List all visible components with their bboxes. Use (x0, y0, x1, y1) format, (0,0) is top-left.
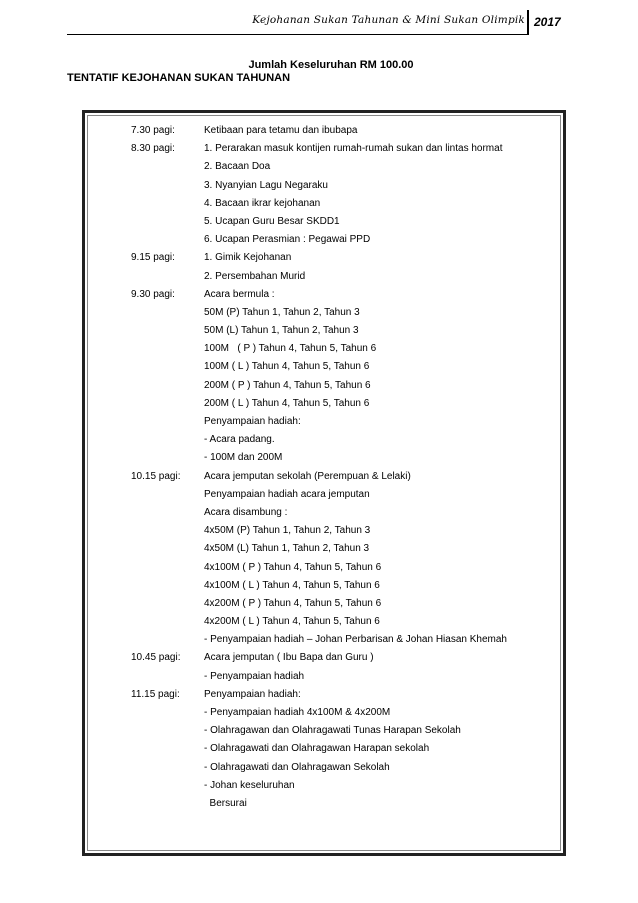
schedule-text: Penyampaian hadiah: (204, 416, 301, 427)
schedule-text: 4x200M ( P ) Tahun 4, Tahun 5, Tahun 6 (204, 597, 382, 609)
schedule-time (131, 740, 204, 758)
schedule-time (131, 377, 204, 395)
schedule-row (131, 486, 507, 504)
schedule-row (131, 577, 507, 595)
schedule-time (131, 231, 204, 249)
schedule-time (131, 486, 204, 504)
schedule-text: 100M ( P ) Tahun 4, Tahun 5, Tahun 6 (204, 343, 377, 355)
schedule-time (131, 322, 204, 340)
schedule-row (131, 195, 507, 213)
schedule-row (131, 231, 507, 249)
schedule-text: 100M ( L ) Tahun 4, Tahun 5, Tahun 6 (204, 361, 370, 373)
page-header (0, 6, 638, 34)
schedule-text: 4x50M (P) Tahun 1, Tahun 2, Tahun 3 (204, 525, 371, 537)
schedule-text: 200M ( P ) Tahun 4, Tahun 5, Tahun 6 (204, 379, 371, 391)
schedule-time (131, 540, 204, 558)
schedule-time (131, 613, 204, 631)
schedule-time: 9.15 pagi: (131, 252, 175, 264)
schedule-text: 1. Perarakan masuk kontijen rumah-rumah sukan dan lintas hormat (204, 143, 503, 155)
schedule-text: 50M (P) Tahun 1, Tahun 2, Tahun 3 (204, 306, 360, 318)
schedule-time: 10.15 pagi: (131, 470, 181, 482)
schedule-time: 11.15 pagi: (131, 688, 180, 700)
schedule-text: - Olahragawati dan Olahragawan Harapan sekolah (204, 743, 430, 755)
schedule-time (131, 668, 204, 686)
schedule-text: 4x100M ( P ) Tahun 4, Tahun 5, Tahun 6 (204, 561, 382, 573)
schedule-row (131, 268, 507, 286)
schedule-row (131, 286, 507, 304)
schedule-text: - 100M dan 200M (204, 452, 283, 464)
schedule-row (131, 468, 507, 486)
schedule-time (131, 722, 204, 740)
schedule-time: 9.30 pagi: (131, 288, 175, 300)
schedule-text: - Johan keseluruhan (204, 779, 295, 791)
schedule-row (131, 377, 507, 395)
schedule-time (131, 358, 204, 376)
schedule-row (131, 140, 507, 158)
schedule-text: Penyampaian hadiah: (204, 688, 301, 700)
schedule-time (131, 759, 204, 777)
schedule-text: 200M ( L ) Tahun 4, Tahun 5, Tahun 6 (204, 397, 370, 409)
schedule-time (131, 158, 204, 176)
schedule-text: 4x50M (L) Tahun 1, Tahun 2, Tahun 3 (204, 543, 370, 555)
schedule-text: Ketibaan para tetamu dan ibubapa (204, 125, 358, 136)
schedule-text: 2. Bacaan Doa (204, 161, 271, 173)
schedule-row (131, 431, 507, 449)
schedule-time (131, 304, 204, 322)
schedule-row (131, 795, 507, 813)
schedule-time (131, 413, 204, 431)
header-rule (67, 34, 529, 35)
schedule-text: 4x200M ( L ) Tahun 4, Tahun 5, Tahun 6 (204, 616, 380, 628)
header-title: Kejohanan Sukan Tahunan & Mini Sukan Olimpik (252, 14, 525, 26)
schedule-row (131, 449, 507, 467)
schedule-text: - Olahragawati dan Olahragawan Sekolah (204, 761, 390, 773)
schedule-text: 4x100M ( L ) Tahun 4, Tahun 5, Tahun 6 (204, 579, 380, 591)
schedule-time (131, 177, 204, 195)
schedule-time (131, 577, 204, 595)
schedule-text: - Acara padang. (204, 434, 275, 446)
schedule-row (131, 595, 507, 613)
schedule-row (131, 722, 507, 740)
schedule-row (131, 249, 507, 267)
schedule-text: - Penyampaian hadiah 4x100M & 4x200M (204, 707, 391, 718)
schedule-text: Acara jemputan ( Ibu Bapa dan Guru ) (204, 652, 374, 664)
schedule-text: Acara bermula : (204, 288, 275, 300)
schedule-text: - Penyampaian hadiah (204, 670, 305, 682)
schedule-text: Acara disambung : (204, 506, 288, 518)
schedule-time (131, 522, 204, 540)
schedule-row (131, 613, 507, 631)
schedule-row (131, 686, 507, 704)
schedule-text: 2. Persembahan Murid (204, 270, 306, 282)
schedule-row (131, 304, 507, 322)
schedule-text: - Olahragawan dan Olahragawati Tunas Harapan Sekolah (204, 725, 461, 737)
schedule-text: Acara jemputan sekolah (Perempuan & Lelaki) (204, 470, 411, 482)
schedule-row (131, 413, 507, 431)
schedule-row (131, 631, 507, 649)
schedule-time (131, 504, 204, 522)
schedule-text: Bersurai (204, 797, 247, 809)
schedule-time (131, 595, 204, 613)
schedule-row (131, 777, 507, 795)
schedule-time: 10.45 pagi: (131, 652, 181, 664)
schedule-time (131, 631, 204, 649)
schedule-row (131, 704, 507, 722)
schedule-text: Penyampaian hadiah acara jemputan (204, 488, 370, 500)
total-amount: Jumlah Keseluruhan RM 100.00 (248, 59, 414, 71)
schedule-row (131, 522, 507, 540)
schedule-list (131, 122, 507, 813)
schedule-time (131, 340, 204, 358)
schedule-time (131, 777, 204, 795)
schedule-row (131, 158, 507, 176)
schedule-time (131, 195, 204, 213)
schedule-row (131, 340, 507, 358)
schedule-time (131, 268, 204, 286)
schedule-time: 7.30 pagi: (131, 125, 175, 136)
section-title: TENTATIF KEJOHANAN SUKAN TAHUNAN (67, 72, 291, 84)
schedule-text: 1. Gimik Kejohanan (204, 252, 292, 264)
schedule-row (131, 540, 507, 558)
schedule-text: 5. Ucapan Guru Besar SKDD1 (204, 215, 340, 227)
schedule-text: - Penyampaian hadiah – Johan Perbarisan & Johan Hiasan Khemah (204, 634, 507, 646)
schedule-row (131, 759, 507, 777)
schedule-text: 3. Nyanyian Lagu Negaraku (204, 179, 328, 191)
schedule-time (131, 704, 204, 722)
schedule-row (131, 395, 507, 413)
header-year: 2017 (527, 10, 570, 34)
schedule-time (131, 795, 204, 813)
schedule-time (131, 395, 204, 413)
schedule-time (131, 213, 204, 231)
schedule-row (131, 322, 507, 340)
schedule-time: 8.30 pagi: (131, 143, 175, 155)
schedule-time (131, 559, 204, 577)
schedule-row (131, 649, 507, 667)
schedule-row (131, 213, 507, 231)
schedule-row (131, 122, 507, 140)
schedule-row (131, 358, 507, 376)
schedule-text: 4. Bacaan ikrar kejohanan (204, 197, 321, 209)
schedule-row (131, 740, 507, 758)
schedule-text: 50M (L) Tahun 1, Tahun 2, Tahun 3 (204, 325, 359, 337)
schedule-text: 6. Ucapan Perasmian : Pegawai PPD (204, 234, 371, 246)
schedule-row (131, 559, 507, 577)
schedule-time (131, 449, 204, 467)
schedule-time (131, 431, 204, 449)
schedule-row (131, 177, 507, 195)
schedule-row (131, 668, 507, 686)
schedule-row (131, 504, 507, 522)
